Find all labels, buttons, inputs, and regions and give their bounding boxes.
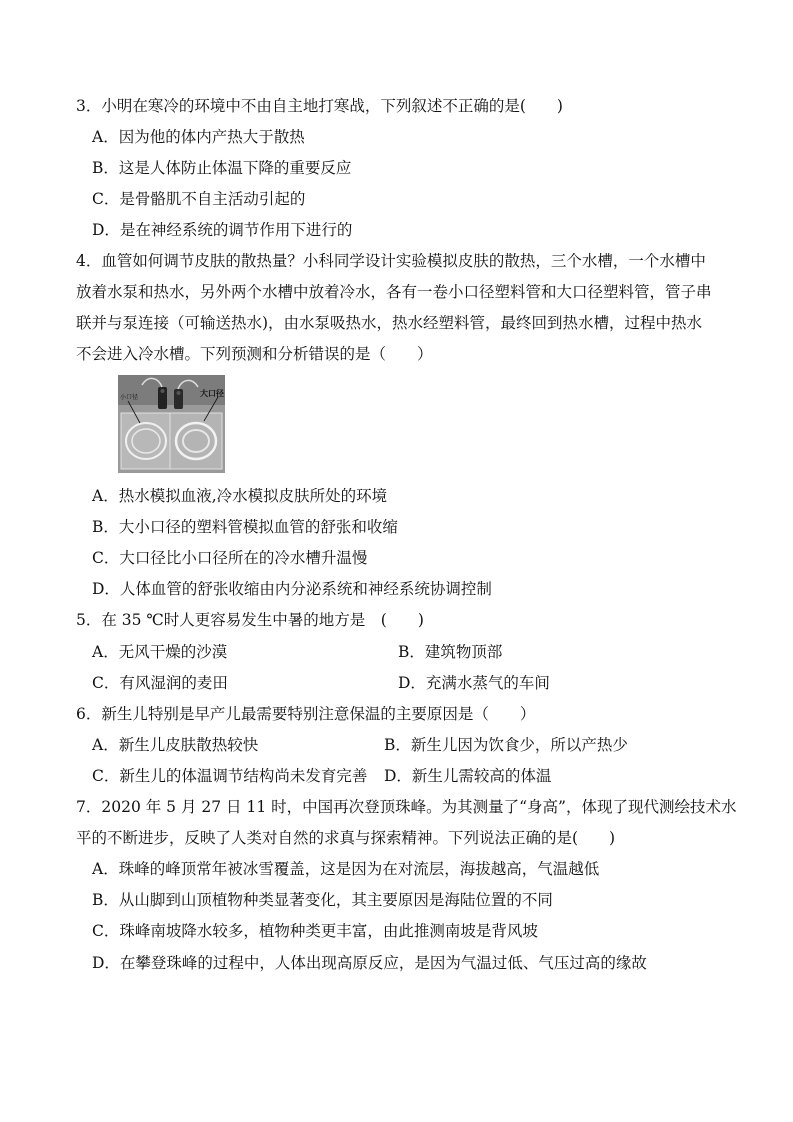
question-3-stem: 3．小明在寒冷的环境中不由自主地打寒战，下列叙述不正确的是( ) xyxy=(76,97,563,115)
question-3-option-c: C．是骨骼肌不自主活动引起的 xyxy=(92,190,306,208)
question-4-option-c: C．大口径比小口径所在的冷水槽升温慢 xyxy=(92,549,368,567)
question-4-stem-line-2: 放着水泵和热水，另外两个水槽中放着冷水，各有一卷小口径塑料管和大口径塑料管，管子串 xyxy=(76,283,712,301)
question-6-stem: 6．新生儿特别是早产儿最需要特别注意保温的主要原因是（ ） xyxy=(76,705,536,723)
question-7-stem-line-2: 平的不断进步，反映了人类对自然的求真与探索精神。下列说法正确的是( ) xyxy=(76,829,616,847)
question-5-stem: 5．在 35 ℃时人更容易发生中暑的地方是 ( ) xyxy=(76,611,424,629)
question-3-option-d: D．是在神经系统的调节作用下进行的 xyxy=(92,221,353,239)
question-4-stem-line-3: 联并与泵连接（可输送热水)，由水泵吸热水，热水经塑料管，最终回到热水槽，过程中热水 xyxy=(76,314,703,332)
question-3-option-a: A．因为他的体内产热大于散热 xyxy=(92,128,305,146)
question-7-option-d: D．在攀登珠峰的过程中，人体出现高原反应，是因为气温过低、气压过高的缘故 xyxy=(92,954,647,972)
question-5-option-c: C．有风湿润的麦田 xyxy=(92,674,228,692)
question-6-option-b: B．新生儿因为饮食少，所以产热少 xyxy=(384,736,628,754)
question-6-option-d: D．新生儿需较高的体温 xyxy=(384,767,552,785)
question-4-stem-line-4: 不会进入冷水槽。下列预测和分析错误的是（ ） xyxy=(76,345,433,363)
question-4-option-d: D．人体血管的舒张收缩由内分泌系统和神经系统协调控制 xyxy=(92,580,492,598)
question-6-option-a: A．新生儿皮肤散热较快 xyxy=(92,736,259,754)
question-5-option-a: A．无风干燥的沙漠 xyxy=(92,643,228,661)
question-7-stem-line-1: 7．2020 年 5 月 27 日 11 时，中国再次登顶珠峰。为其测量了“身高”，体现了现代测绘技术水 xyxy=(76,798,737,816)
question-6-option-c: C．新生儿的体温调节结构尚未发育完善 xyxy=(92,767,368,785)
large-diameter-label: 大口径 xyxy=(200,389,224,398)
experiment-photo xyxy=(118,375,225,473)
question-4-stem-line-1: 4．血管如何调节皮肤的散热量？小科同学设计实验模拟皮肤的散热，三个水槽，一个水槽中 xyxy=(76,252,706,270)
question-7-option-b: B．从山脚到山顶植物种类显著变化，其主要原因是海陆位置的不同 xyxy=(92,891,553,909)
small-diameter-label: 小口径 xyxy=(120,394,139,401)
question-7-option-c: C．珠峰南坡降水较多，植物种类更丰富，由此推测南坡是背风坡 xyxy=(92,922,538,940)
question-4-option-a: A．热水模拟血液,冷水模拟皮肤所处的环境 xyxy=(92,487,388,505)
question-5-option-d: D．充满水蒸气的车间 xyxy=(398,674,550,692)
question-5-option-b: B．建筑物顶部 xyxy=(398,643,503,661)
question-7-option-a: A．珠峰的峰顶常年被冰雪覆盖，这是因为在对流层，海拔越高，气温越低 xyxy=(92,860,600,878)
question-3-option-b: B．这是人体防止体温下降的重要反应 xyxy=(92,159,352,177)
question-4-option-b: B．大小口径的塑料管模拟血管的舒张和收缩 xyxy=(92,518,398,536)
